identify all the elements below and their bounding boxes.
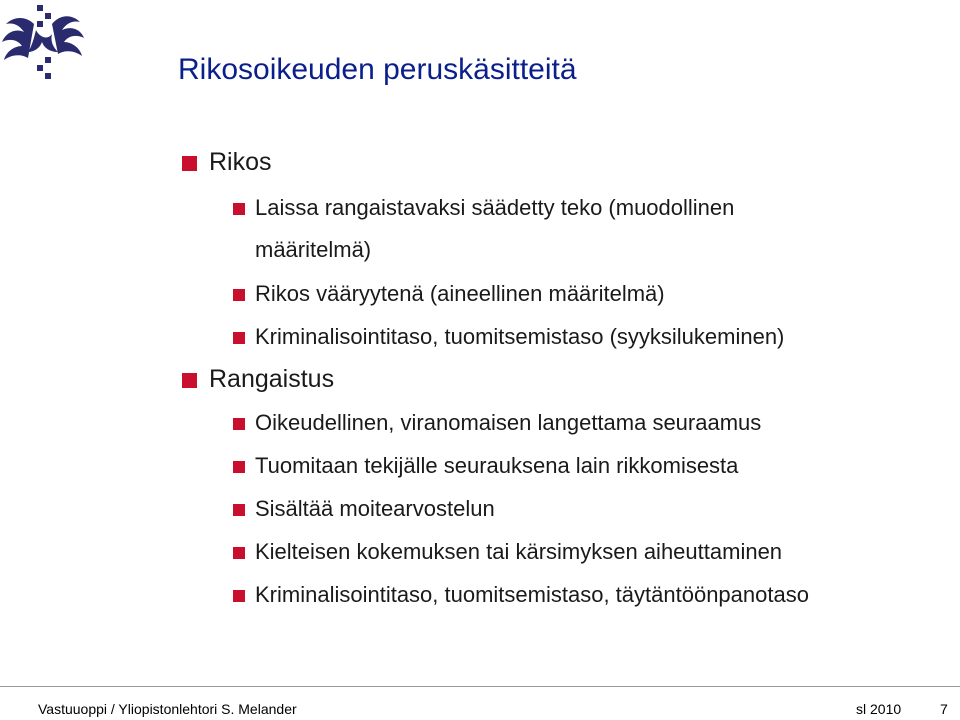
bullet-heading-rikos [182,147,272,177]
footer-divider [0,686,960,687]
bullet-heading-rangaistus [182,364,334,394]
sub-bullet-label: Kielteisen kokemuksen tai kärsimyksen aiheuttaminen [255,539,783,564]
square-bullet-icon [233,547,245,559]
sub-bullet-item [233,494,495,524]
footer-date: sl 2010 [856,701,902,717]
square-bullet-icon [233,289,245,301]
sub-bullet-item [233,279,665,309]
square-bullet-icon [233,590,245,602]
sub-bullet-label: Oikeudellinen, viranomaisen langettama seuraamus [255,410,762,435]
sub-bullet-label: Laissa rangaistavaksi säädetty teko (muodollinen [255,195,735,220]
square-bullet-icon [182,373,197,388]
sub-bullet-label: Rikos vääryytenä (aineellinen määritelmä) [255,281,665,306]
square-bullet-icon [233,461,245,473]
sub-bullet-label: Kriminalisointitaso, tuomitsemistaso (syyksilukeminen) [255,324,785,349]
slide-title: Rikosoikeuden peruskäsitteitä [178,53,577,86]
square-bullet-icon [233,332,245,344]
sub-bullet-item [233,193,734,223]
square-bullet-icon [233,504,245,516]
sub-bullet-item [233,408,761,438]
square-bullet-icon [233,418,245,430]
footer-author: Vastuuoppi / Yliopistonlehtori S. Melander [38,701,297,717]
footer-page-number: 7 [940,701,948,717]
sub-bullet-item [233,580,809,610]
sub-bullet-item [233,322,784,352]
square-bullet-icon [182,156,197,171]
sub-bullet-label: Sisältää moitearvostelun [255,496,495,521]
sub-bullet-label: Kriminalisointitaso, tuomitsemistaso, täytäntöönpanotaso [255,582,809,607]
sub-bullet-label: Tuomitaan tekijälle seurauksena lain rikkomisesta [255,453,739,478]
square-bullet-icon [233,203,245,215]
bullet-heading-label: Rangaistus [209,365,335,393]
sub-bullet-continuation: määritelmä) [255,237,372,262]
bullet-heading-label: Rikos [209,148,272,176]
sub-bullet-item [233,537,782,567]
sub-bullet-item [233,451,738,481]
